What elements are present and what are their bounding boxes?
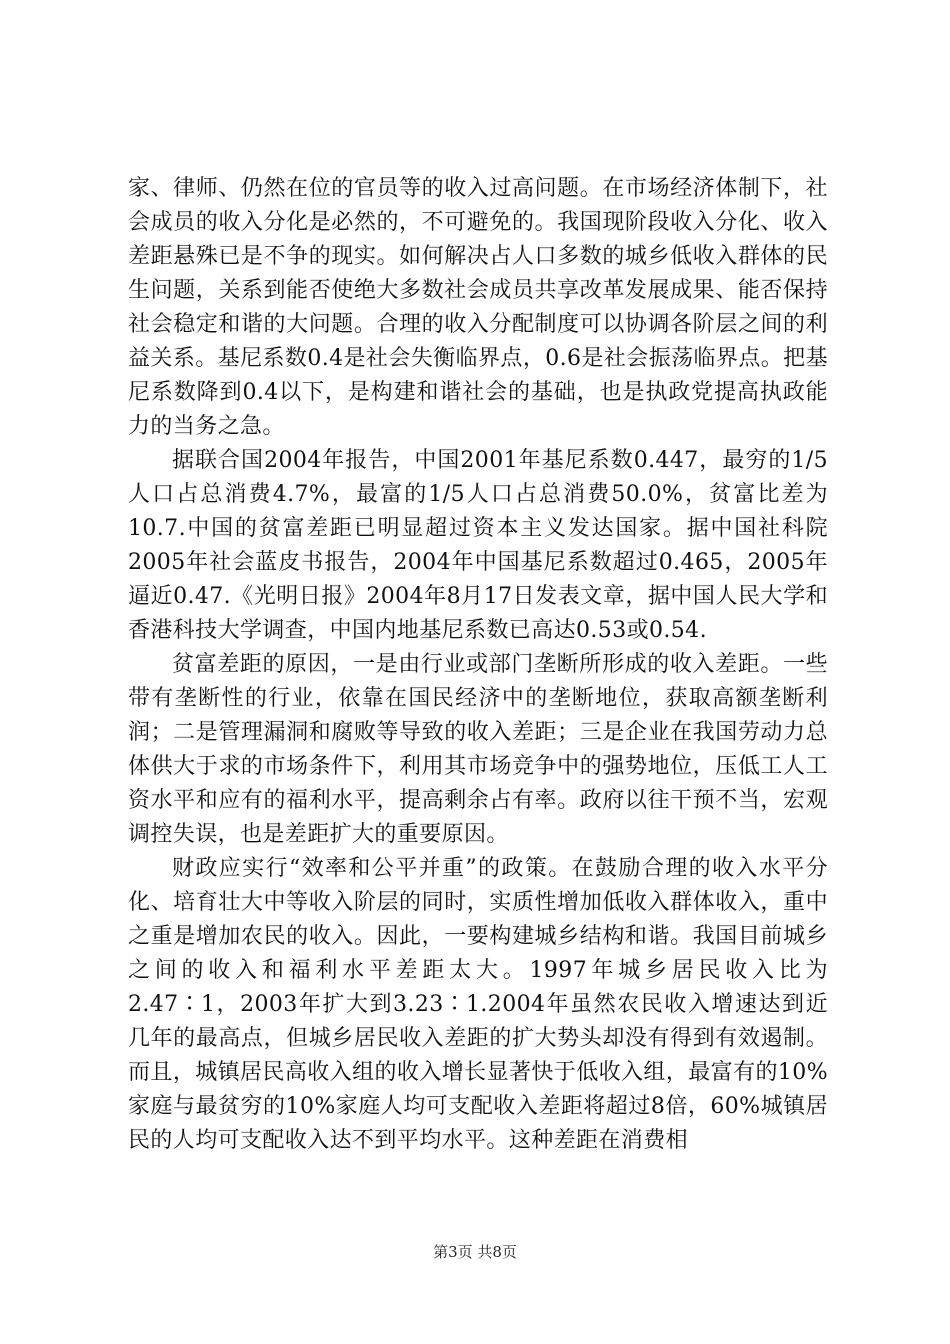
- paragraph-3: 贫富差距的原因，一是由行业或部门垄断所形成的收入差距。一些带有垄断性的行业，依靠在国民经济中的垄断地位，获取高额垄断利润；二是管理漏洞和腐败等导致的收入差距；三是企业在我国劳动力总体供大于求的市场条件下，利用其市场竞争中的强势地位，压低工人工资水平和应有的福利水平，提高剩余占有率。政府以往干预不当，宏观调控失误，也是差距扩大的重要原因。: [128, 652, 828, 847]
- paragraph-4: 财政应实行“效率和公平并重”的政策。在鼓励合理的收入水平分化、培育壮大中等收入阶层的同时，实质性增加低收入群体收入，重中之重是增加农民的收入。因此，一要构建城乡结构和谐。我国目前城乡之间的收入和福利水平差距太大。1997年城乡居民收入比为2.47∶1，2003年扩大到3.23∶1.2004年虽然农民收入增速达到近几年的最高点，但城乡居民收入差距的扩大势头却没有得到有效遏制。而且，城镇居民高收入组的收入增长显著快于低收入组，最富有的10%家庭与最贫穷的10%家庭人均可支配收入差距将超过8倍，60%城镇居民的人均可支配收入达不到平均水平。这种差距在消费相: [128, 856, 828, 1153]
- paragraph-1: 家、律师、仍然在位的官员等的收入过高问题。在市场经济体制下，社会成员的收入分化是必然的，不可避免的。我国现阶段收入分化、收入差距悬殊已是不争的现实。如何解决占人口多数的城乡低收入群体的民生问题，关系到能否使绝大多数社会成员共享改革发展成果、能否保持社会稳定和谐的大问题。合理的收入分配制度可以协调各阶层之间的利益关系。基尼系数0.4是社会失衡临界点，0.6是社会振荡临界点。把基尼系数降到0.4以下，是构建和谐社会的基础，也是执政党提高执政能力的当务之急。: [128, 176, 828, 439]
- page-number-footer: 第3页 共8页: [433, 1243, 517, 1261]
- document-body: [128, 172, 828, 1158]
- paragraph-2: 据联合国2004年报告，中国2001年基尼系数0.447，最穷的1/5人口占总消费4.7%，最富的1/5人口占总消费50.0%，贫富比差为10.7.中国的贫富差距已明显超过资本主义发达国家。据中国社科院2005年社会蓝皮书报告，2004年中国基尼系数超过0.465，2005年逼近0.47.《光明日报》2004年8月17日发表文章，据中国人民大学和香港科技大学调查，中国内地基尼系数已高达0.53或0.54.: [128, 448, 828, 643]
